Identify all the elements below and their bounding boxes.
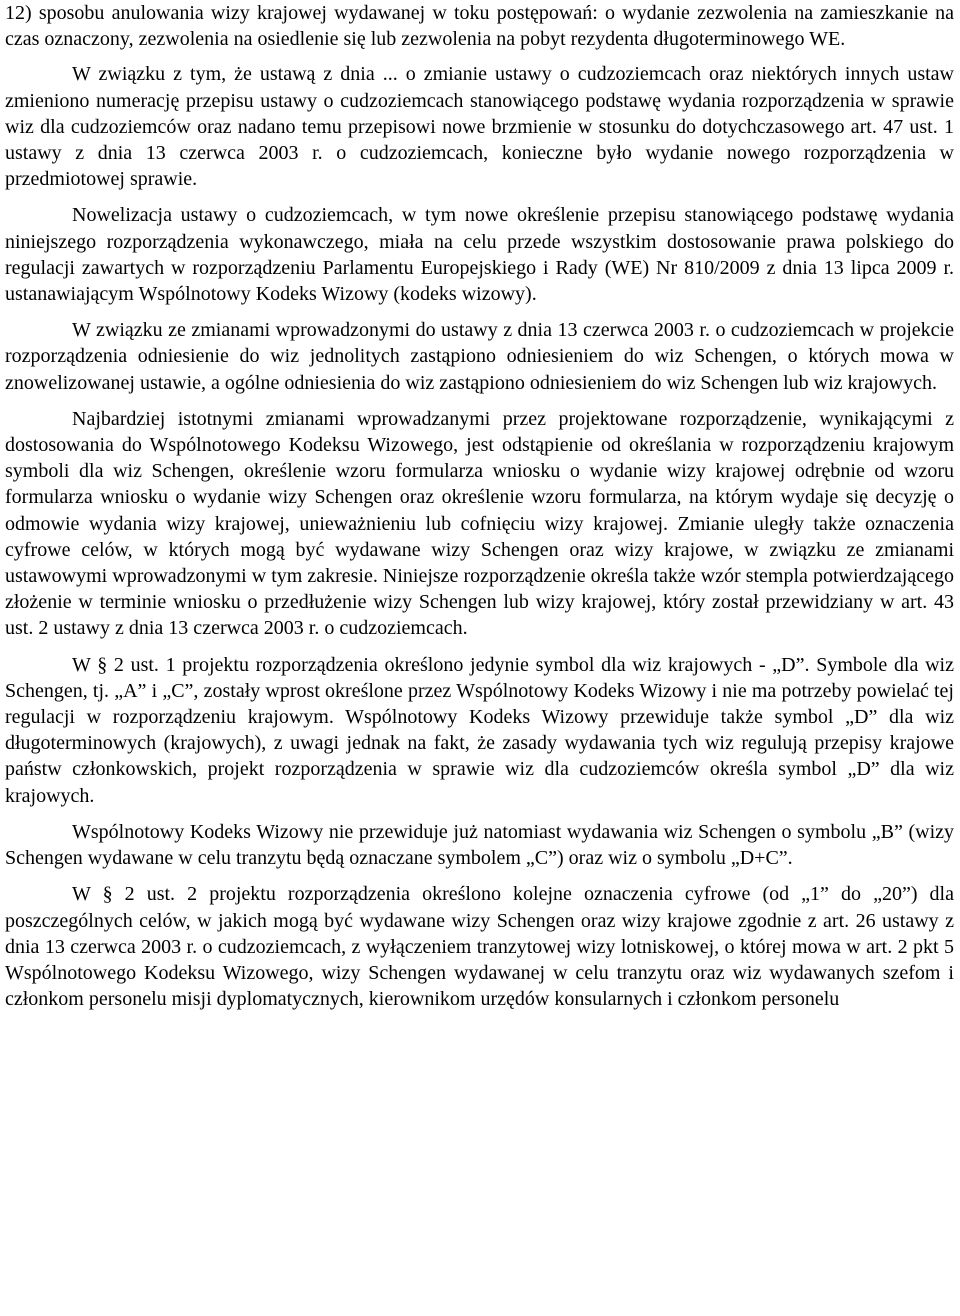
paragraph-3: W związku ze zmianami wprowadzonymi do ustawy z dnia 13 czerwca 2003 r. o cudzoziemcach w projekcie rozporządzenia odniesienie do wiz jednolitych zastąpiono odniesieniem do wiz Schengen, o których mowa w znowelizowanej ustawie, a ogólne odniesienia do wiz zastąpiono odniesieniem do wiz Schengen lub wiz krajowych. [5,319,954,394]
paragraph-7: W § 2 ust. 2 projektu rozporządzenia określono kolejne oznaczenia cyfrowe (od „1” do „20”) dla poszczególnych celów, w jakich mogą być wydawane wizy Schengen oraz wizy krajowe zgodnie z art. 26 ustawy z dnia 13 czerwca 2003 r. o cudzoziemcach, z wyłączeniem tranzytowej wizy lotniskowej, o której mowa w art. 2 pkt 5 Wspólnotowego Kodeksu Wizowego, wizy Schengen wydawanej w celu tranzytu oraz wiz wydawanych szefom i członkom personelu misji dyplomatycznych, kierownikom urzędów konsularnych i członkom personelu [5,883,954,1011]
paragraph-4: Najbardziej istotnymi zmianami wprowadzanymi przez projektowane rozporządzenie, wynikającymi z dostosowania do Wspólnotowego Kodeksu Wizowego, jest odstąpienie od określania w rozporządzeniu krajowym symboli dla wiz Schengen, określenie wzoru formularza wniosku o wydanie wizy krajowej odrębnie od wzoru formularza wniosku o wydanie wizy Schengen oraz określenie wzoru formularza, na którym wydaje się decyzję o odmowie wydania wizy krajowej, unieważnieniu lub cofnięciu wizy krajowej. Zmianie uległy także oznaczenia cyfrowe celów, w których mogą być wydawane wizy Schengen oraz wizy krajowe, w związku ze zmianami ustawowymi wprowadzonymi w tym zakresie. Niniejsze rozporządzenie określa także wzór stempla potwierdzającego złożenie w terminie wniosku o przedłużenie wizy Schengen lub wizy krajowej, który został przewidziany w art. 43 ust. 2 ustawy z dnia 13 czerwca 2003 r. o cudzoziemcach. [5,407,954,640]
paragraph-2: Nowelizacja ustawy o cudzoziemcach, w tym nowe określenie przepisu stanowiącego podstawę wydania niniejszego rozporządzenia wykonawczego, miała na celu przede wszystkim dostosowanie prawa polskiego do regulacji zawartych w rozporządzeniu Parlamentu Europejskiego i Rady (WE) Nr 810/2009 z dnia 13 lipca 2009 r. ustanawiającym Wspólnotowy Kodeks Wizowy (kodeks wizowy). [5,204,954,306]
paragraph-6: Wspólnotowy Kodeks Wizowy nie przewiduje już natomiast wydawania wiz Schengen o symbolu „B” (wizy Schengen wydawane w celu tranzytu będą oznaczane symbolem „C”) oraz wiz o symbolu „D+C”. [5,820,954,870]
paragraph-1: W związku z tym, że ustawą z dnia ... o zmianie ustawy o cudzoziemcach oraz niektórych innych ustaw zmieniono numerację przepisu ustawy o cudzoziemcach stanowiącego podstawę wydania rozporządzenia w sprawie wiz dla cudzoziemców oraz nadano temu przepisowi nowe brzmienie w stosunku do dotychczasowego art. 47 ust. 1 ustawy z dnia 13 czerwca 2003 r. o cudzoziemcach, konieczne było wydanie nowego rozporządzenia w przedmiotowej sprawie. [5,63,954,191]
list-item-12: 12) sposobu anulowania wizy krajowej wydawanej w toku postępowań: o wydanie zezwolenia na zamieszkanie na czas oznaczony, zezwolenia na osiedlenie się lub zezwolenia na pobyt rezydenta długoterminowego WE. [5,2,954,51]
paragraph-5: W § 2 ust. 1 projektu rozporządzenia określono jedynie symbol dla wiz krajowych - „D”. Symbole dla wiz Schengen, tj. „A” i „C”, zostały wprost określone przez Wspólnotowy Kodeks Wizowy i nie ma potrzeby powielać tej regulacji w rozporządzeniu krajowym. Wspólnotowy Kodeks Wizowy przewiduje także symbol „D” dla wiz długoterminowych (krajowych), z uwagi jednak na fakt, że zasady wydawania tych wiz regulują przepisy krajowe państw członkowskich, projekt rozporządzenia w sprawie wiz dla cudzoziemców określa symbol „D” dla wiz krajowych. [5,653,954,807]
